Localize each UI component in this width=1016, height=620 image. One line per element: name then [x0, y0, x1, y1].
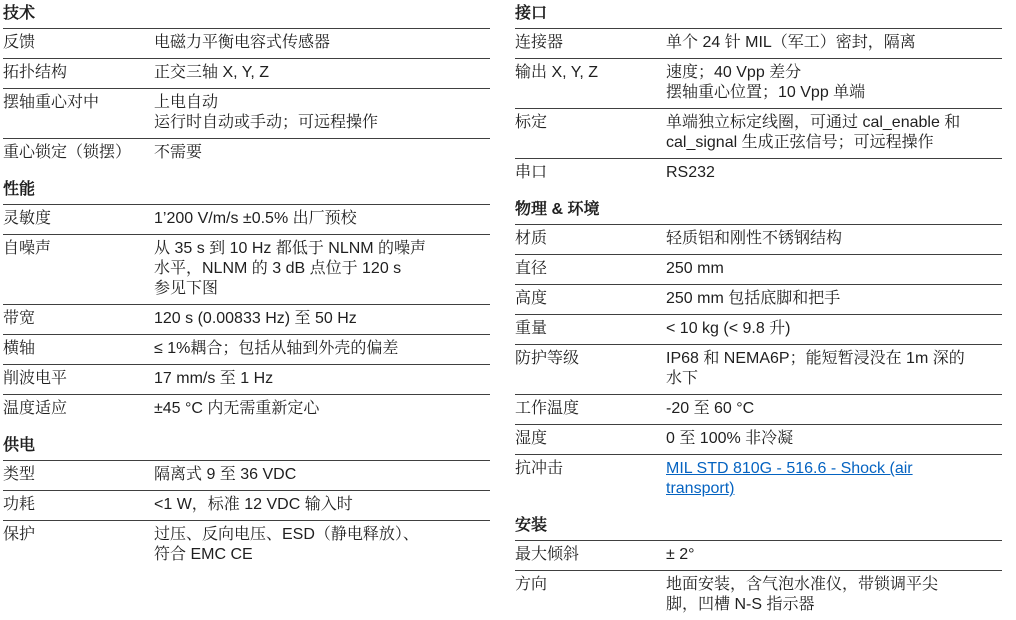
spec-row-label: 横轴 — [3, 340, 36, 357]
spec-value-line: 轻质铝和刚性不锈钢结构 — [666, 230, 843, 247]
spec-row-value — [666, 319, 1002, 339]
spec-row-value — [154, 495, 490, 515]
spec-row-label: 带宽 — [3, 310, 36, 327]
spec-row-label: 重量 — [515, 320, 548, 337]
spec-row-value — [666, 349, 1002, 389]
spec-value-line[interactable]: transport) — [666, 480, 735, 497]
spec-value-line: 脚，凹槽 N-S 指示器 — [666, 596, 815, 613]
section-title: 供电 — [3, 434, 490, 461]
spec-value-line: 不需要 — [154, 144, 203, 161]
spec-value-line: IP68 和 NEMA6P；能短暂浸没在 1m 深的 — [666, 350, 965, 367]
section-rows — [515, 541, 1002, 620]
spec-section — [515, 198, 1002, 504]
spec-row-label: 自噪声 — [3, 240, 52, 257]
spec-row-label: 防护等级 — [515, 350, 580, 367]
spec-row — [3, 335, 490, 365]
spec-value-line: cal_signal 生成正弦信号；可远程操作 — [666, 134, 934, 151]
spec-column-right — [515, 2, 1002, 620]
spec-value-line: 120 s (0.00833 Hz) 至 50 Hz — [154, 310, 357, 327]
spec-row-label: 重心锁定（锁摆） — [3, 144, 132, 161]
spec-row-value — [666, 163, 1002, 183]
spec-value-line: 正交三轴 X, Y, Z — [154, 64, 269, 81]
spec-row — [515, 425, 1002, 455]
spec-row-label: 功耗 — [3, 496, 36, 513]
spec-row-value — [154, 339, 490, 359]
spec-row-label: 工作温度 — [515, 400, 580, 417]
spec-value-line: ±45 °C 内无需重新定心 — [154, 400, 320, 417]
spec-row — [3, 491, 490, 521]
spec-value-line: 1’200 V/m/s ±0.5% 出厂预校 — [154, 210, 357, 227]
spec-row — [515, 159, 1002, 188]
spec-value-line: < 10 kg (< 9.8 升) — [666, 320, 791, 337]
spec-value-line: 参见下图 — [154, 280, 219, 297]
spec-row — [515, 59, 1002, 109]
spec-value-line: 符合 EMC CE — [154, 546, 253, 563]
spec-row-value — [154, 465, 490, 485]
spec-row-value — [666, 545, 1002, 565]
spec-row — [515, 285, 1002, 315]
spec-value-line: 250 mm 包括底脚和把手 — [666, 290, 841, 307]
spec-row-value — [666, 33, 1002, 53]
spec-value-line: 从 35 s 到 10 Hz 都低于 NLNM 的噪声 — [154, 240, 427, 257]
spec-section — [3, 2, 490, 168]
spec-row — [3, 461, 490, 491]
spec-value-line: <1 W，标准 12 VDC 输入时 — [154, 496, 353, 513]
spec-row-label: 方向 — [515, 576, 548, 593]
spec-row-value — [154, 209, 490, 229]
spec-row-label: 类型 — [3, 466, 36, 483]
section-title: 安装 — [515, 514, 1002, 541]
spec-row-value — [666, 429, 1002, 449]
spec-row-label: 最大倾斜 — [515, 546, 580, 563]
spec-row-value — [666, 63, 1002, 103]
spec-row-label: 标定 — [515, 114, 548, 131]
spec-row-label: 高度 — [515, 290, 548, 307]
section-title: 性能 — [3, 178, 490, 205]
spec-value-line: 摆轴重心位置；10 Vpp 单端 — [666, 84, 866, 101]
spec-value-line: 电磁力平衡电容式传感器 — [154, 34, 331, 51]
spec-row-label: 反馈 — [3, 34, 36, 51]
spec-row — [3, 89, 490, 139]
spec-row-label: 连接器 — [515, 34, 564, 51]
spec-column-left — [3, 2, 490, 620]
spec-row-label: 拓扑结构 — [3, 64, 68, 81]
spec-row — [515, 225, 1002, 255]
section-rows — [3, 205, 490, 424]
spec-value-line[interactable]: MIL STD 810G - 516.6 - Shock (air — [666, 460, 913, 477]
spec-row-value — [154, 239, 490, 299]
spec-row — [3, 139, 490, 168]
spec-row — [3, 235, 490, 305]
spec-section — [3, 178, 490, 424]
spec-value-line: 速度；40 Vpp 差分 — [666, 64, 802, 81]
spec-value-line: 水下 — [666, 370, 699, 387]
spec-row-value — [666, 575, 1002, 615]
spec-row-label: 湿度 — [515, 430, 548, 447]
spec-row-label: 直径 — [515, 260, 548, 277]
spec-row — [515, 395, 1002, 425]
shock-spec-link[interactable] — [666, 459, 1002, 499]
section-title: 技术 — [3, 2, 490, 29]
spec-value-line: 0 至 100% 非冷凝 — [666, 430, 794, 447]
spec-row-value — [666, 459, 1002, 499]
spec-row-value — [154, 63, 490, 83]
spec-row — [515, 571, 1002, 620]
spec-value-line: RS232 — [666, 164, 715, 181]
spec-row-label: 输出 X, Y, Z — [515, 64, 598, 81]
spec-value-line: 17 mm/s 至 1 Hz — [154, 370, 274, 387]
spec-row-label: 材质 — [515, 230, 548, 247]
spec-row-value — [666, 289, 1002, 309]
spec-section — [515, 514, 1002, 620]
spec-row-value — [666, 113, 1002, 153]
spec-row-value — [154, 143, 490, 163]
spec-row-value — [154, 369, 490, 389]
spec-row-value — [154, 93, 490, 133]
spec-row-value — [154, 33, 490, 53]
spec-row — [3, 59, 490, 89]
spec-value-line: 水平，NLNM 的 3 dB 点位于 120 s — [154, 260, 402, 277]
section-title: 接口 — [515, 2, 1002, 29]
spec-row-label: 保护 — [3, 526, 36, 543]
spec-row-value — [154, 309, 490, 329]
spec-value-line: 单端独立标定线圈，可通过 cal_enable 和 — [666, 114, 961, 131]
spec-row — [3, 205, 490, 235]
spec-row-value — [666, 259, 1002, 279]
spec-value-line: ≤ 1%耦合；包括从轴到外壳的偏差 — [154, 340, 399, 357]
spec-value-line: 上电自动 — [154, 94, 219, 111]
spec-row-value — [154, 399, 490, 419]
spec-row — [515, 345, 1002, 395]
spec-row-value — [666, 229, 1002, 249]
spec-value-line: ± 2° — [666, 546, 695, 563]
spec-row — [3, 29, 490, 59]
spec-value-line: 250 mm — [666, 260, 724, 277]
spec-row-label: 抗冲击 — [515, 460, 564, 477]
spec-row — [3, 521, 490, 570]
spec-value-line: 运行时自动或手动；可远程操作 — [154, 114, 379, 131]
section-title: 物理 & 环境 — [515, 198, 1002, 225]
section-rows — [3, 29, 490, 168]
spec-row — [3, 365, 490, 395]
spec-row-label: 摆轴重心对中 — [3, 94, 100, 111]
spec-row — [3, 395, 490, 424]
spec-row — [515, 541, 1002, 571]
spec-value-line: 地面安装，含气泡水准仪，带锁调平尖 — [666, 576, 939, 593]
spec-row-value — [666, 399, 1002, 419]
spec-row — [515, 109, 1002, 159]
spec-row-label: 灵敏度 — [3, 210, 52, 227]
spec-value-line: 过压、反向电压、ESD（静电释放）、 — [154, 526, 419, 543]
spec-row — [515, 315, 1002, 345]
spec-section — [3, 434, 490, 570]
section-rows — [3, 461, 490, 570]
spec-row — [3, 305, 490, 335]
spec-row-value — [154, 525, 490, 565]
spec-value-line: -20 至 60 °C — [666, 400, 755, 417]
spec-section — [515, 2, 1002, 188]
spec-row-label: 串口 — [515, 164, 548, 181]
section-rows — [515, 225, 1002, 504]
spec-row-label: 温度适应 — [3, 400, 68, 417]
spec-row — [515, 455, 1002, 504]
spec-row — [515, 29, 1002, 59]
spec-row-label: 削波电平 — [3, 370, 68, 387]
spec-row — [515, 255, 1002, 285]
spec-value-line: 隔离式 9 至 36 VDC — [154, 466, 297, 483]
section-rows — [515, 29, 1002, 188]
spec-value-line: 单个 24 针 MIL（军工）密封，隔离 — [666, 34, 916, 51]
